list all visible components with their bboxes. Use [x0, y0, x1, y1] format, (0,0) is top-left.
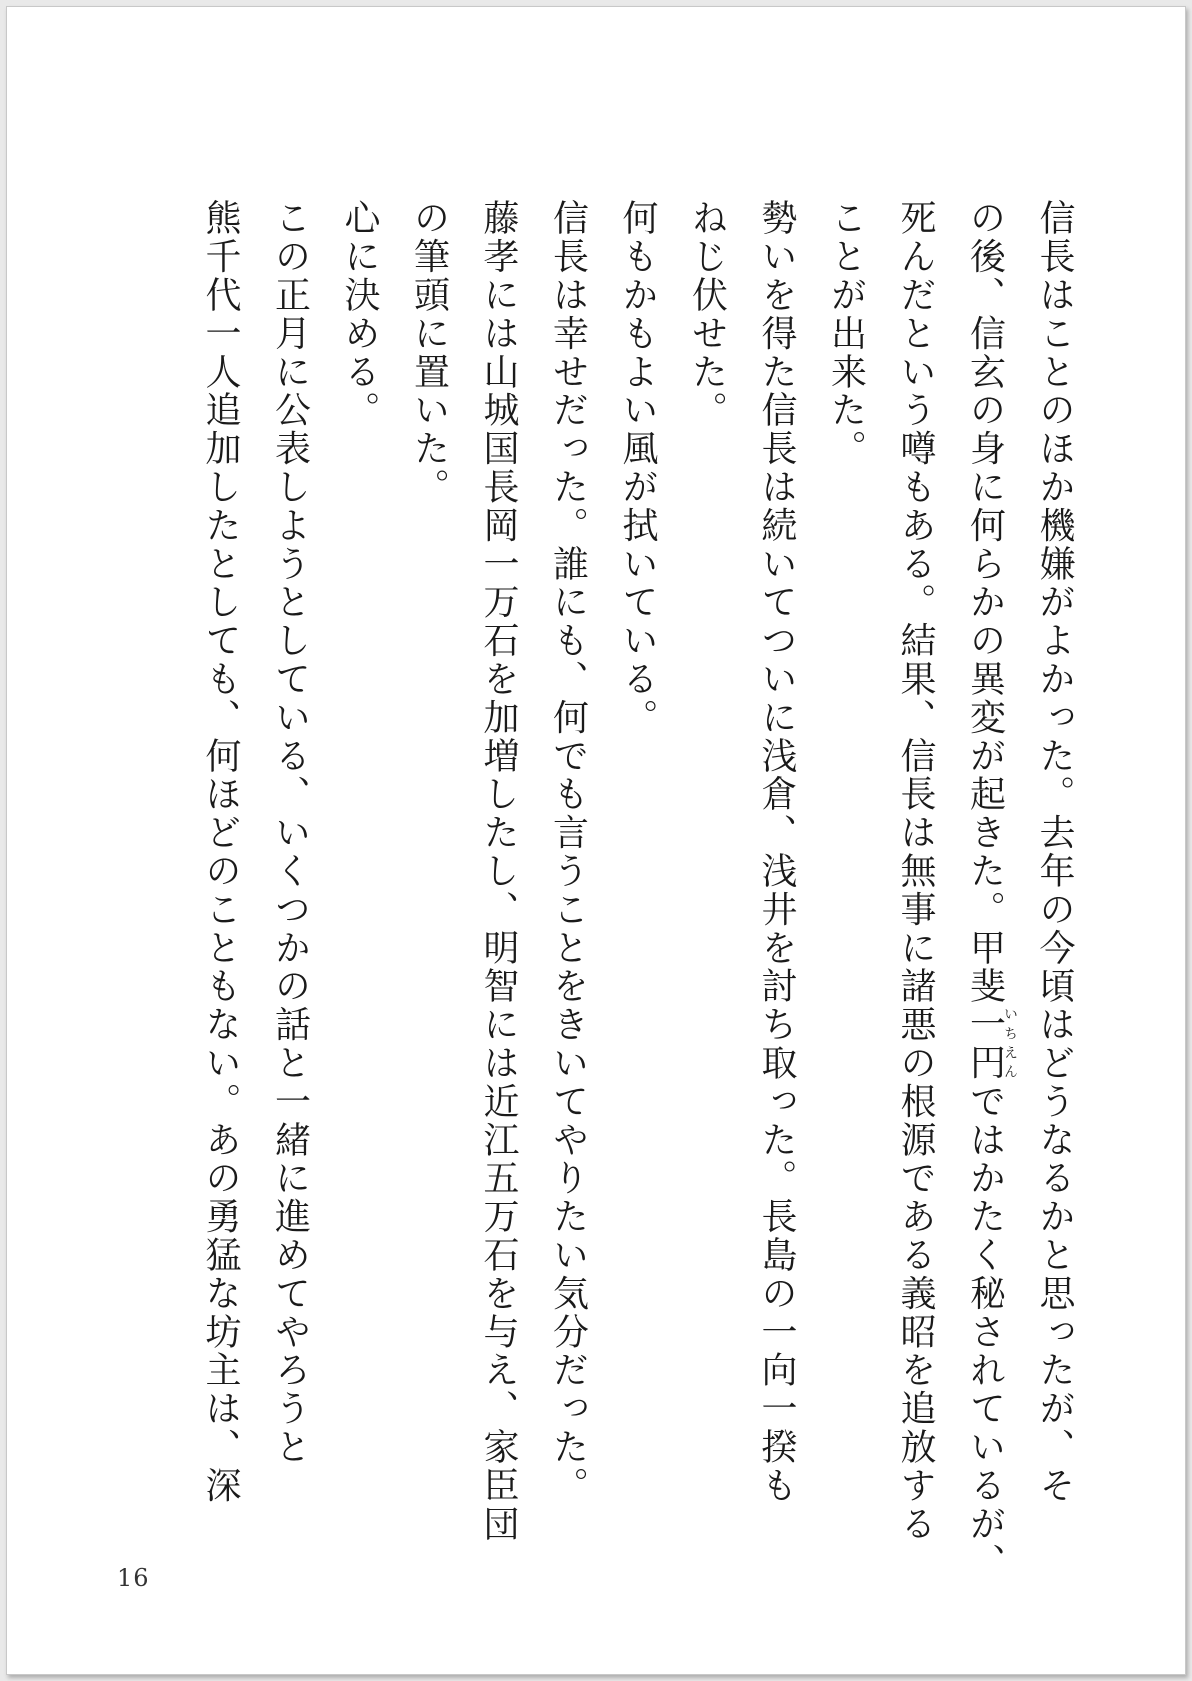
text-line: の筆頭に置いた。 [408, 199, 450, 507]
text-line: 何もかもよい風が拭いている。 [617, 199, 658, 737]
text-line: この正月に公表しようとしている、いくつかの話と一緒に進めてやろうと [269, 199, 311, 1467]
text-line: 藤孝には山城国長岡一万石を加増したし、明智には近江五万石を与え、家臣団 [478, 199, 519, 1543]
text-line: 信長は幸せだった。誰にも、何でも言うことをきいてやりたい気分だった。 [547, 199, 589, 1505]
vertical-text-body [186, 199, 1090, 1582]
text-line: 心に決める。 [339, 199, 380, 430]
book-page [6, 6, 1186, 1675]
ruby-reading: いちえん [1002, 1005, 1018, 1083]
text-line: 熊千代一人追加したとしても、何ほどのこともない。あの勇猛な坊主は、深 [200, 199, 241, 1505]
text-line: ことが出来た。 [825, 199, 867, 468]
text-line: ねじ伏せた。 [686, 199, 728, 430]
text-line-with-ruby [950, 199, 1020, 1582]
page-number: 16 [117, 1564, 150, 1592]
text-line: 信長はことのほか機嫌がよかった。去年の今頃はどうなるかと思ったが、そ [1034, 199, 1075, 1505]
text-line: 勢いを得た信長は続いてついに浅倉、浅井を討ち取った。長島の一向一揆も [756, 199, 797, 1505]
line-segment-after-ruby: ではかたく秘されているが、 [964, 1082, 1006, 1582]
ruby-annotation [964, 1005, 1018, 1083]
ruby-base: 一円 [964, 1005, 1006, 1083]
text-line: 死んだという噂もある。結果、信長は無事に諸悪の根源である義昭を追放する [895, 199, 936, 1543]
line-segment-before-ruby: の後、信玄の身に何らかの異変が起きた。甲斐 [964, 199, 1006, 1006]
